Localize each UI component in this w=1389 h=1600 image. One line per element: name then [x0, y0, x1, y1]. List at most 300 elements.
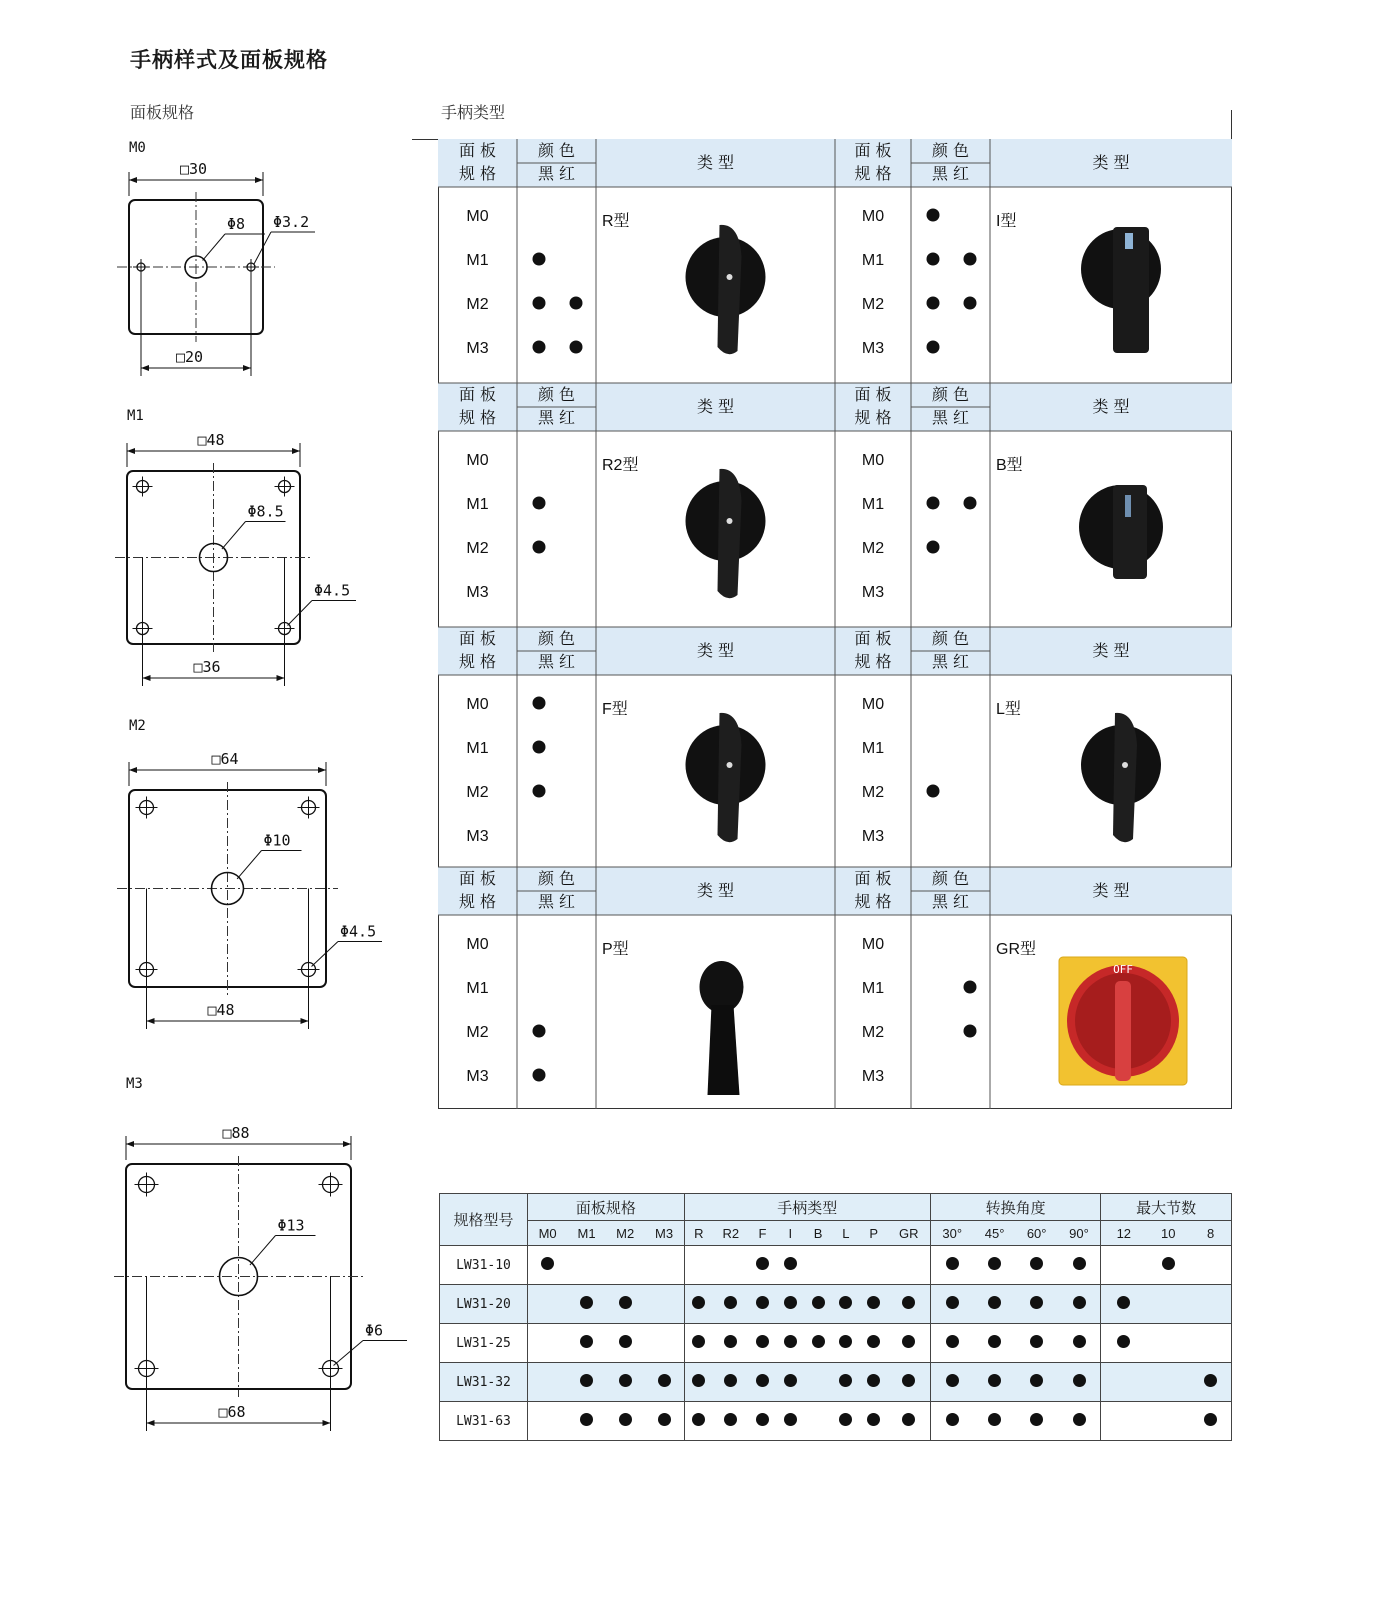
availability-dot — [988, 1257, 1001, 1270]
sub-column-header: P — [860, 1221, 888, 1246]
size-label: M0 — [861, 452, 885, 469]
handle-lever — [718, 225, 742, 354]
spec-cell — [888, 1246, 931, 1285]
panel-spec-heading: 面板规格 — [130, 103, 195, 122]
header-black-red: 黑 红 — [537, 164, 576, 183]
panel-drawing-m3 — [114, 1076, 407, 1431]
black-available-dot — [927, 341, 940, 354]
availability-dot — [580, 1374, 593, 1387]
availability-dot — [580, 1296, 593, 1309]
sub-column-header: 8 — [1190, 1221, 1231, 1246]
handle-red-yellow-icon — [1059, 957, 1187, 1085]
availability-dot — [988, 1413, 1001, 1426]
panel-label: M2 — [129, 718, 146, 734]
handle-type-table — [438, 139, 1232, 1109]
handle-type-label: GR型 — [996, 941, 1037, 958]
red-available-dot — [570, 297, 583, 310]
availability-dot — [724, 1413, 737, 1426]
header-black-red: 黑 红 — [931, 164, 970, 183]
spec-cell — [832, 1246, 860, 1285]
mount-hole-label: Φ6 — [365, 1321, 384, 1340]
spec-cell — [684, 1285, 713, 1324]
size-label: M2 — [466, 1024, 489, 1041]
size-label: M3 — [861, 584, 885, 601]
spec-cell — [1146, 1285, 1190, 1324]
spec-cell — [644, 1324, 684, 1363]
spec-cell — [804, 1402, 832, 1441]
spec-cell — [888, 1324, 931, 1363]
spec-cell — [1190, 1285, 1231, 1324]
handle-block-row — [438, 383, 1232, 627]
red-available-dot — [964, 497, 977, 510]
leader-line — [203, 234, 225, 260]
availability-dot — [1073, 1257, 1086, 1270]
spec-cell — [567, 1402, 606, 1441]
availability-dot — [756, 1257, 769, 1270]
availability-dot — [692, 1374, 705, 1387]
spec-cell — [644, 1246, 684, 1285]
availability-dot — [902, 1413, 915, 1426]
handle-type-label: F型 — [602, 701, 628, 718]
black-available-dot — [533, 741, 546, 754]
spec-cell — [684, 1246, 713, 1285]
availability-dot — [619, 1335, 632, 1348]
spec-cell — [644, 1363, 684, 1402]
mount-hole-label: Φ4.5 — [340, 922, 377, 941]
spec-cell — [832, 1285, 860, 1324]
page-title: 手柄样式及面板规格 — [130, 48, 328, 72]
mount-hole-label: Φ3.2 — [273, 213, 310, 231]
spec-cell — [606, 1285, 645, 1324]
handle-knob-black-icon — [1079, 485, 1163, 579]
availability-dot — [1030, 1335, 1043, 1348]
size-label: M0 — [861, 696, 885, 713]
spec-cell — [1058, 1363, 1101, 1402]
model-column-header: 规格型号 — [440, 1194, 528, 1246]
handle-lever-black-icon — [1081, 227, 1161, 353]
spec-cell — [749, 1363, 777, 1402]
spec-cell — [776, 1285, 804, 1324]
black-available-dot — [927, 253, 940, 266]
handle-lever — [718, 469, 742, 598]
table-row — [440, 1324, 1232, 1363]
spec-cell — [1101, 1402, 1146, 1441]
sub-column-header: 10 — [1146, 1221, 1190, 1246]
size-label: M3 — [466, 340, 489, 357]
availability-dot — [756, 1374, 769, 1387]
leader-line — [237, 851, 261, 879]
availability-dot — [867, 1296, 880, 1309]
spec-cell — [713, 1363, 749, 1402]
table-row — [440, 1402, 1232, 1441]
spec-cell — [804, 1363, 832, 1402]
availability-dot — [946, 1296, 959, 1309]
availability-dot — [1073, 1413, 1086, 1426]
header-color: 颜 色 — [931, 141, 970, 160]
indicator — [1125, 495, 1131, 517]
red-available-dot — [964, 981, 977, 994]
spec-cell — [776, 1402, 804, 1441]
sub-column-header: 60° — [1016, 1221, 1058, 1246]
handle-type-heading: 手柄类型 — [441, 103, 506, 122]
outer-dimension: □48 — [197, 431, 225, 449]
spec-cell — [776, 1246, 804, 1285]
spec-cell — [1016, 1246, 1058, 1285]
off-label: OFF — [1113, 963, 1133, 976]
sub-column-header: B — [804, 1221, 832, 1246]
availability-dot — [1030, 1296, 1043, 1309]
availability-dot — [902, 1335, 915, 1348]
spec-cell — [749, 1285, 777, 1324]
header-spec: 规 格 — [458, 652, 497, 671]
size-label: M1 — [466, 980, 489, 997]
black-available-dot — [533, 497, 546, 510]
center-hole-label: Φ13 — [277, 1216, 305, 1235]
header-type: 类 型 — [1092, 153, 1130, 172]
spec-cell — [606, 1324, 645, 1363]
spec-cell — [528, 1324, 568, 1363]
black-available-dot — [927, 297, 940, 310]
spec-cell — [1016, 1285, 1058, 1324]
black-available-dot — [533, 341, 546, 354]
spec-cell — [974, 1402, 1016, 1441]
availability-dot — [658, 1413, 671, 1426]
spec-cell — [860, 1324, 888, 1363]
handle-block-row — [438, 867, 1232, 1109]
sub-column-header: 45° — [974, 1221, 1016, 1246]
availability-dot — [784, 1413, 797, 1426]
spec-cell — [860, 1246, 888, 1285]
screw — [1122, 762, 1128, 768]
red-lever — [1115, 981, 1131, 1081]
spec-cell — [606, 1246, 645, 1285]
group-header: 手柄类型 — [684, 1194, 930, 1221]
header-black-red: 黑 红 — [537, 408, 576, 427]
spec-cell — [974, 1246, 1016, 1285]
availability-dot — [812, 1296, 825, 1309]
size-label: M3 — [466, 828, 489, 845]
header-panel: 面 板 — [854, 629, 892, 648]
spec-cell — [528, 1285, 568, 1324]
spec-cell — [974, 1285, 1016, 1324]
availability-dot — [988, 1296, 1001, 1309]
header-spec: 规 格 — [854, 408, 892, 427]
spec-cell — [1058, 1324, 1101, 1363]
spec-cell — [644, 1285, 684, 1324]
header-spec: 规 格 — [854, 164, 892, 183]
indicator — [1125, 233, 1133, 249]
availability-dot — [658, 1374, 671, 1387]
header-type: 类 型 — [1092, 641, 1130, 660]
size-label: M1 — [466, 252, 489, 269]
spec-cell — [684, 1324, 713, 1363]
spec-cell — [1190, 1363, 1231, 1402]
handle-grid — [438, 139, 1232, 1109]
panel-label: M1 — [127, 408, 144, 424]
size-label: M2 — [861, 540, 885, 557]
spec-cell — [1190, 1324, 1231, 1363]
spec-cell — [930, 1363, 973, 1402]
spec-cell — [860, 1363, 888, 1402]
leader-line — [222, 522, 246, 550]
spec-cell — [1058, 1402, 1101, 1441]
size-label: M0 — [466, 936, 489, 953]
leader-line — [312, 942, 339, 967]
black-available-dot — [927, 497, 940, 510]
group-header: 最大节数 — [1101, 1194, 1232, 1221]
group-header: 转换角度 — [930, 1194, 1100, 1221]
size-label: M1 — [466, 496, 489, 513]
header-spec: 规 格 — [458, 892, 497, 911]
availability-dot — [784, 1374, 797, 1387]
availability-dot — [839, 1335, 852, 1348]
spec-cell — [567, 1363, 606, 1402]
availability-dot — [867, 1374, 880, 1387]
header-type: 类 型 — [1092, 881, 1130, 900]
model-spec-table — [439, 1193, 1232, 1441]
availability-dot — [619, 1413, 632, 1426]
spec-cell — [860, 1285, 888, 1324]
center-hole-label: Φ8 — [227, 215, 246, 233]
sub-column-header: 90° — [1058, 1221, 1101, 1246]
size-label: M2 — [466, 296, 489, 313]
handle-type-label: I型 — [996, 213, 1017, 230]
availability-dot — [756, 1335, 769, 1348]
availability-dot — [839, 1374, 852, 1387]
panel-label: M0 — [129, 140, 146, 156]
black-available-dot — [533, 1069, 546, 1082]
group-header: 面板规格 — [528, 1194, 685, 1221]
sub-column-header: M3 — [644, 1221, 684, 1246]
spec-cell — [749, 1246, 777, 1285]
spec-cell — [860, 1402, 888, 1441]
sub-column-header: L — [832, 1221, 860, 1246]
availability-dot — [1117, 1335, 1130, 1348]
header-black-red: 黑 红 — [537, 892, 576, 911]
black-available-dot — [927, 541, 940, 554]
black-available-dot — [533, 541, 546, 554]
panel-drawings — [0, 130, 420, 1450]
inner-dimension: □68 — [218, 1403, 246, 1421]
spec-cell — [804, 1246, 832, 1285]
availability-dot — [580, 1335, 593, 1348]
availability-dot — [1073, 1374, 1086, 1387]
header-black-red: 黑 红 — [931, 892, 970, 911]
header-panel: 面 板 — [458, 141, 497, 160]
availability-dot — [1204, 1374, 1217, 1387]
handle-lever — [718, 713, 742, 842]
size-label: M0 — [861, 936, 885, 953]
model-name: LW31-25 — [440, 1324, 528, 1363]
model-name: LW31-10 — [440, 1246, 528, 1285]
handle-type-label: B型 — [996, 457, 1023, 474]
inner-dimension: □20 — [176, 348, 204, 366]
spec-cell — [528, 1402, 568, 1441]
spec-cell — [749, 1324, 777, 1363]
spec-cell — [776, 1363, 804, 1402]
header-type: 类 型 — [696, 397, 735, 416]
size-label: M3 — [861, 828, 885, 845]
spec-cell — [567, 1285, 606, 1324]
black-available-dot — [533, 297, 546, 310]
spec-cell — [776, 1324, 804, 1363]
availability-dot — [692, 1335, 705, 1348]
sub-column-header: R — [684, 1221, 713, 1246]
sub-column-header: F — [749, 1221, 777, 1246]
size-label: M2 — [466, 540, 489, 557]
availability-dot — [902, 1374, 915, 1387]
availability-dot — [1162, 1257, 1175, 1270]
spec-cell — [1146, 1363, 1190, 1402]
panel-drawing-m1 — [115, 408, 356, 686]
red-available-dot — [964, 1025, 977, 1038]
size-label: M0 — [466, 696, 489, 713]
spec-cell — [567, 1246, 606, 1285]
header-color: 颜 色 — [931, 869, 970, 888]
black-available-dot — [533, 1025, 546, 1038]
size-label: M3 — [861, 1068, 885, 1085]
header-spec: 规 格 — [458, 408, 497, 427]
spec-cell — [749, 1402, 777, 1441]
header-spec: 规 格 — [854, 652, 892, 671]
spec-cell — [1016, 1402, 1058, 1441]
spec-cell — [644, 1402, 684, 1441]
header-color: 颜 色 — [931, 629, 970, 648]
header-black-red: 黑 红 — [931, 408, 970, 427]
availability-dot — [946, 1257, 959, 1270]
header-color: 颜 色 — [537, 385, 576, 404]
red-available-dot — [964, 297, 977, 310]
availability-dot — [839, 1296, 852, 1309]
spec-cell — [528, 1246, 568, 1285]
availability-dot — [784, 1257, 797, 1270]
header-spec: 规 格 — [458, 164, 497, 183]
spec-cell — [713, 1324, 749, 1363]
availability-dot — [619, 1296, 632, 1309]
availability-dot — [902, 1296, 915, 1309]
availability-dot — [867, 1413, 880, 1426]
availability-dot — [946, 1374, 959, 1387]
spec-cell — [804, 1324, 832, 1363]
spec-cell — [804, 1285, 832, 1324]
panel-drawing-m2 — [117, 718, 382, 1029]
spec-cell — [1101, 1324, 1146, 1363]
availability-dot — [1204, 1413, 1217, 1426]
availability-dot — [756, 1296, 769, 1309]
size-label: M2 — [861, 784, 885, 801]
mount-hole-label: Φ4.5 — [314, 581, 351, 600]
spec-cell — [713, 1246, 749, 1285]
spec-cell — [684, 1402, 713, 1441]
header-panel: 面 板 — [458, 869, 497, 888]
table-row — [440, 1246, 1232, 1285]
handle-type-label: R型 — [602, 213, 630, 230]
divider — [1231, 110, 1232, 140]
center-hole-label: Φ10 — [263, 831, 291, 850]
size-label: M1 — [861, 740, 885, 757]
header-panel: 面 板 — [458, 385, 497, 404]
handle-type-label: L型 — [996, 701, 1021, 718]
size-label: M3 — [466, 1068, 489, 1085]
spec-cell — [567, 1324, 606, 1363]
leader-line — [250, 1236, 276, 1266]
availability-dot — [619, 1374, 632, 1387]
availability-dot — [692, 1296, 705, 1309]
header-type: 类 型 — [696, 881, 735, 900]
spec-cell — [1190, 1402, 1231, 1441]
spec-cell — [832, 1324, 860, 1363]
handle-rotary-black-icon — [686, 225, 766, 354]
header-panel: 面 板 — [458, 629, 497, 648]
sub-column-header: M1 — [567, 1221, 606, 1246]
spec-cell — [930, 1285, 973, 1324]
inner-dimension: □36 — [193, 658, 221, 676]
spec-cell — [713, 1285, 749, 1324]
header-color: 颜 色 — [537, 141, 576, 160]
pistol-grip — [708, 1005, 740, 1095]
spec-cell — [1101, 1363, 1146, 1402]
screw — [727, 274, 733, 280]
spec-cell — [684, 1363, 713, 1402]
spec-cell — [1058, 1285, 1101, 1324]
red-available-dot — [570, 341, 583, 354]
spec-cell — [1146, 1324, 1190, 1363]
availability-dot — [724, 1296, 737, 1309]
size-label: M2 — [861, 1024, 885, 1041]
spec-cell — [930, 1402, 973, 1441]
availability-dot — [1073, 1296, 1086, 1309]
header-color: 颜 色 — [931, 385, 970, 404]
size-label: M0 — [466, 208, 489, 225]
size-label: M0 — [466, 452, 489, 469]
spec-cell — [1016, 1363, 1058, 1402]
spec-cell — [1101, 1246, 1146, 1285]
availability-dot — [1030, 1257, 1043, 1270]
spec-cell — [888, 1285, 931, 1324]
handle-rotary-black-icon — [686, 469, 766, 598]
availability-dot — [988, 1374, 1001, 1387]
spec-cell — [1058, 1246, 1101, 1285]
availability-dot — [1117, 1296, 1130, 1309]
screw — [727, 518, 733, 524]
panel-label: M3 — [126, 1076, 143, 1092]
availability-dot — [724, 1335, 737, 1348]
spec-cell — [930, 1324, 973, 1363]
black-available-dot — [927, 785, 940, 798]
black-available-dot — [533, 697, 546, 710]
outer-dimension: □64 — [211, 750, 239, 768]
outer-dimension: □30 — [180, 160, 208, 178]
header-panel: 面 板 — [854, 869, 892, 888]
leader-line — [334, 1341, 364, 1366]
handle-block-row — [438, 627, 1232, 867]
availability-dot — [580, 1413, 593, 1426]
size-label: M2 — [466, 784, 489, 801]
availability-dot — [946, 1413, 959, 1426]
model-name: LW31-20 — [440, 1285, 528, 1324]
sub-column-header: I — [776, 1221, 804, 1246]
availability-dot — [541, 1257, 554, 1270]
sub-column-header: M0 — [528, 1221, 568, 1246]
header-panel: 面 板 — [854, 141, 892, 160]
spec-cell — [713, 1402, 749, 1441]
table-row — [440, 1363, 1232, 1402]
availability-dot — [839, 1413, 852, 1426]
header-spec: 规 格 — [854, 892, 892, 911]
header-color: 颜 色 — [537, 869, 576, 888]
availability-dot — [724, 1374, 737, 1387]
header-panel: 面 板 — [854, 385, 892, 404]
